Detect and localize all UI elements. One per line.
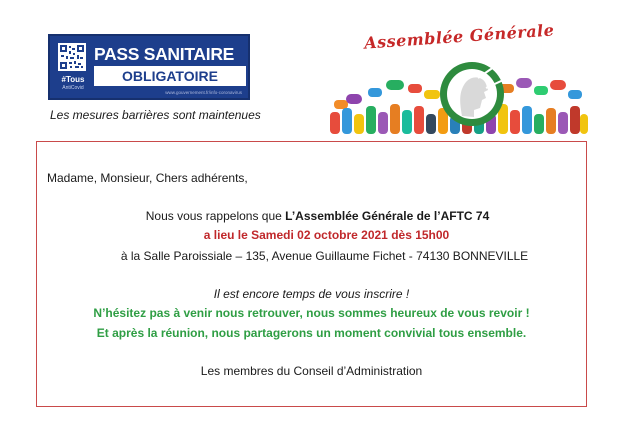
pass-sanitaire-badge — [48, 34, 250, 100]
anticovid-label: AntiCovid — [62, 85, 84, 91]
intro-event-name: L’Assemblée Générale de l’AFTC 74 — [285, 209, 490, 223]
hashtag-tous: #Tous — [61, 75, 85, 84]
barrieres-notice: Les mesures barrières sont maintenues — [50, 108, 261, 122]
intro-prefix: Nous vous rappelons que — [145, 209, 286, 223]
invitation-line-2: Et après la réunion, nous partagerons un moment convivial tous ensemble. — [96, 326, 527, 340]
inscription-line: Il est encore temps de vous inscrire ! — [213, 287, 410, 301]
obligatoire-label: OBLIGATOIRE — [94, 66, 246, 86]
qr-code-icon — [58, 43, 86, 71]
invitation-message-box — [36, 141, 587, 407]
assemblee-generale-illustration — [328, 20, 590, 138]
assemblee-generale-title: Assemblée Générale — [363, 20, 555, 53]
signature-line: Les membres du Conseil d’Administration — [200, 364, 423, 378]
address-line: à la Salle Paroissiale – 135, Avenue Guillaume Fichet - 74130 BONNEVILLE — [120, 249, 529, 263]
pass-url: www.gouvernement.fr/info-coronavirus — [165, 90, 242, 95]
invitation-line-1: N’hésitez pas à venir nous retrouver, nous sommes heureux de vous revoir ! — [93, 306, 530, 320]
date-line: a lieu le Samedi 02 octobre 2021 dès 15h00 — [203, 228, 450, 242]
greeting-line: Madame, Monsieur, Chers adhérents, — [47, 171, 248, 185]
pass-sanitaire-title: PASS SANITAIRE — [94, 44, 235, 64]
intro-line — [37, 209, 586, 224]
